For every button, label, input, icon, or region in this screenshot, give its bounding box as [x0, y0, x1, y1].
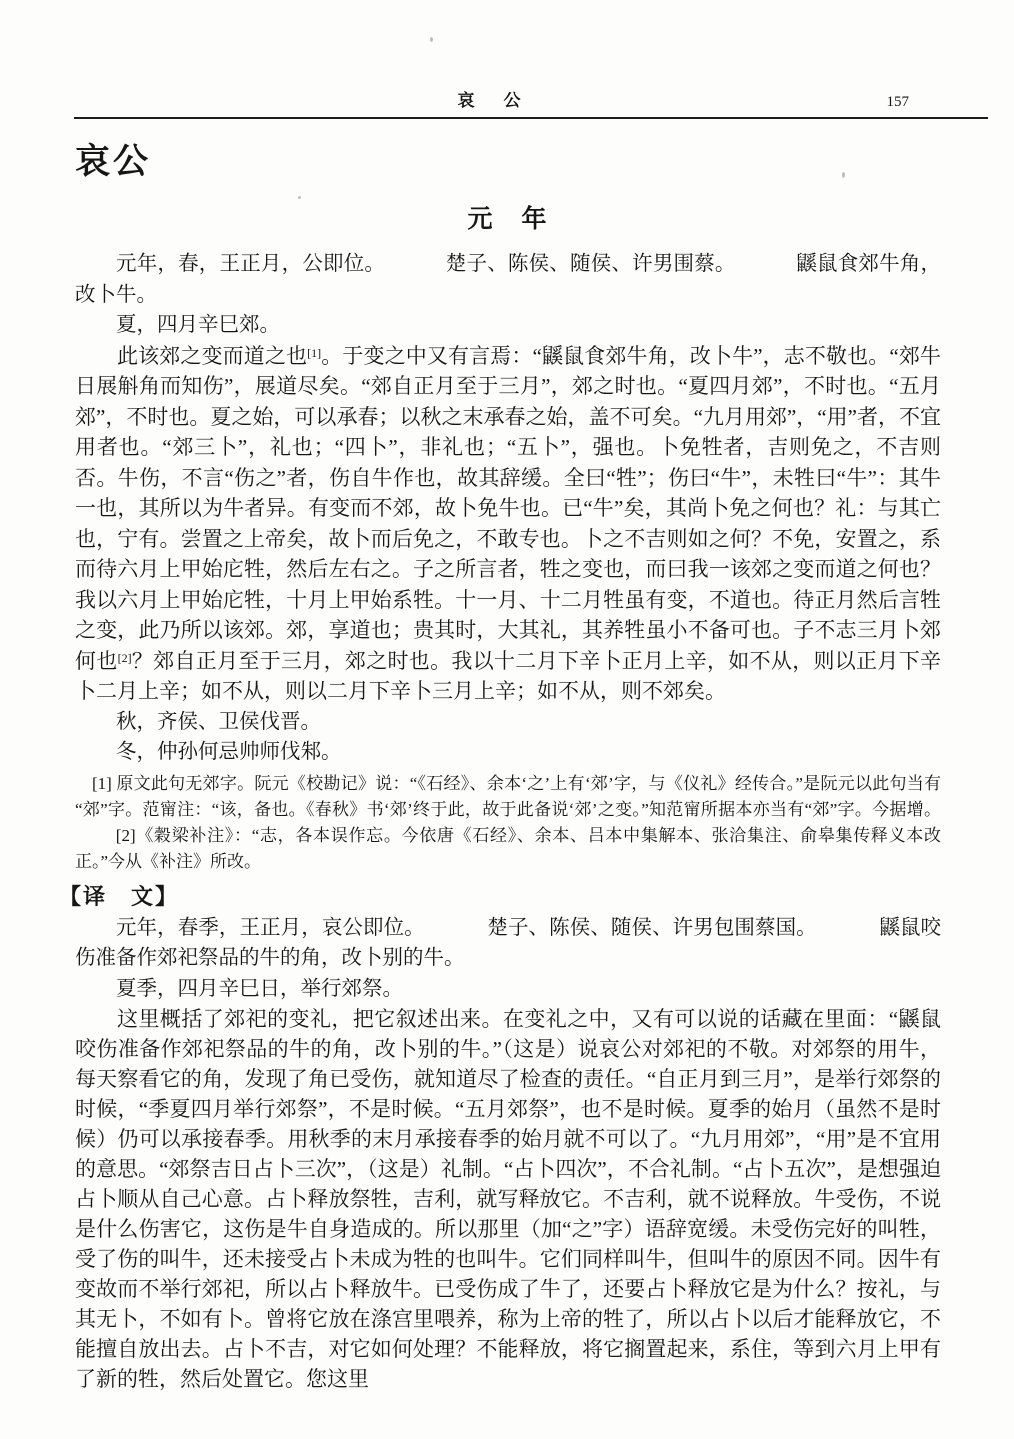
footnote-ref-1: [1]: [307, 345, 322, 360]
page-content: [59, 130, 942, 1394]
jing-segment: 元年，春，王正月，公即位。: [116, 253, 386, 275]
footnote-1: [1] 原文此句无郊字。阮元《校勘记》说：“《石经》、余本‘之’上有‘郊’字，与《仪礼》经传合。”是阮元以此句当有“郊”字。范甯注：“该，备也。《春秋》书‘郊’终于此，故于此备说‘郊’之变。”知范甯所据本亦当有“郊”字。今据增。: [75, 773, 941, 819]
header-rule: [74, 117, 988, 119]
translation-header: 【译 文】: [59, 883, 180, 909]
translation-jing-segment: 楚子、陈侯、随侯、许男包围蔡国。: [487, 916, 817, 939]
scan-speck: [430, 37, 433, 42]
jing-segment: 楚子、陈侯、随侯、许男围蔡。: [445, 253, 736, 275]
section-title-first-year: 元 年: [467, 206, 549, 233]
footnote-2: [2]《穀梁补注》：“志，各本误作忘。今依唐《石经》、余本、吕本中集解本、张洽集注、俞皋集传释义本改正。”今从《补注》所改。: [75, 825, 941, 871]
running-title: 哀 公: [457, 91, 527, 110]
jing-paragraph-1: [75, 249, 941, 310]
commentary-text: 此该郊之变而道之也: [117, 343, 308, 368]
jing-paragraph-3: 秋，齐侯、卫侯伐晋。: [116, 710, 321, 733]
commentary-paragraph: [75, 341, 941, 707]
commentary-text: ？郊自正月至于三月，郊之时也。我以十二月下辛卜正月上辛，如不从，则以正月下辛卜二月上辛；如不从，则以二月下辛卜三月上辛；如不从，则不郊矣。: [75, 648, 942, 703]
running-head: [75, 86, 941, 111]
translation-jing-paragraph-2: 夏季，四月辛巳日，举行郊祭。: [116, 977, 403, 1000]
commentary-text: 。于变之中又有言焉：“鼷鼠食郊牛角，改卜牛”，志不敬也。“郊牛日展斛角而知伤”，展道尽矣。“郊自正月至于三月”，郊之时也。“夏四月郊”，不时也。“五月郊”，不时也。夏之始，可以承春；以秋之末承春之始，盖不可矣。“九月用郊”，“用”者，不宜用者也。“郊三卜”，礼也；“四卜”，非礼也；“五卜”，强也。卜免牲者，吉则免之，不吉则否。牛伤，不言“伤之”者，伤自牛作也，故其辞缓。全曰“牲”；伤曰“牛”，未牲曰“牛”：其牛一也，其所以为牛者异。有变而不郊，故卜免牛也。已“牛”矣，其尚卜免之何也？礼：与其亡也，宁有。尝置之上帝矣，故卜而后免之，不敢专也。卜之不吉则如之何？不免，安置之，系而待六月上甲始庀牲，然后左右之。子之所言者，牲之变也，而曰我一该郊之变而道之何也？我以六月上甲始庀牲，十月上甲始系牲。十一月、十二月牲虽有变，不道也。待正月然后言牲之变，此乃所以该郊。郊，享道也；贵其时，大其礼，其养牲虽小不备可也。子不志三月卜郊何也: [75, 343, 941, 673]
translation-commentary-paragraph: 这里概括了郊祀的变礼，把它叙述出来。在变礼之中，又有可以说的话藏在里面：“鼷鼠咬伤准备作郊祀祭品的牛的角，改卜别的牛。”（这是）说哀公对郊祀的不敬。对郊祭的用牛，每天察看它的角，发现了角已受伤，就知道尽了检查的责任。“自正月到三月”，是举行郊祭的时候，“季夏四月举行郊祭”，不是时候。“五月郊祭”，也不是时候。夏季的始月（虽然不是时候）仍可以承接春季。用秋季的末月承接春季的始月就不可以了。“九月用郊”，“用”是不宜用的意思。“郊祭吉日占卜三次”，（这是）礼制。“占卜四次”，不合礼制。“占卜五次”，是想强迫占卜顺从自己心意。占卜释放祭牲，吉利，就写释放它。不吉利，就不说释放。牛受伤，不说是什么伤害它，这伤是牛自身造成的。所以那里（加“之”字）语辞宽缓。未受伤完好的叫牲，受了伤的叫牛，还未接受占卜未成为牲的也叫牛。它们同样叫牛，但叫牛的原因不同。因牛有变故而不举行郊祀，所以占卜释放牛。已受伤成了牛了，还要占卜释放它是为什么？按礼，与其无卜，不如有卜。曾将它放在涤宫里喂养，称为上帝的牲了，所以占卜以后才能释放它，不能擅自放出去。占卜不吉，对它如何处理？不能释放，将它搁置起来，系住，等到六月上甲有了新的牲，然后处置它。您这里: [75, 1007, 941, 1391]
jing-paragraph-2: 夏，四月辛巳郊。: [116, 314, 280, 336]
translation-jing-segment: 元年，春季，王正月，哀公即位。: [116, 916, 425, 939]
jing-paragraph-4: 冬，仲孙何忌帅师伐邾。: [116, 741, 342, 763]
page-number: 157: [886, 94, 909, 110]
translation-jing-paragraph-1: [75, 913, 941, 974]
footnote-ref-2: [2]: [117, 650, 132, 665]
footnotes-block: [75, 771, 941, 875]
translation-jing-segment: 鼷鼠咬伤准备作郊祀祭品的牛的角，改卜别的牛。: [75, 916, 942, 969]
jing-segment: 鼷鼠食郊牛角，改卜牛。: [75, 253, 942, 306]
chapter-title: 哀公: [75, 142, 152, 181]
